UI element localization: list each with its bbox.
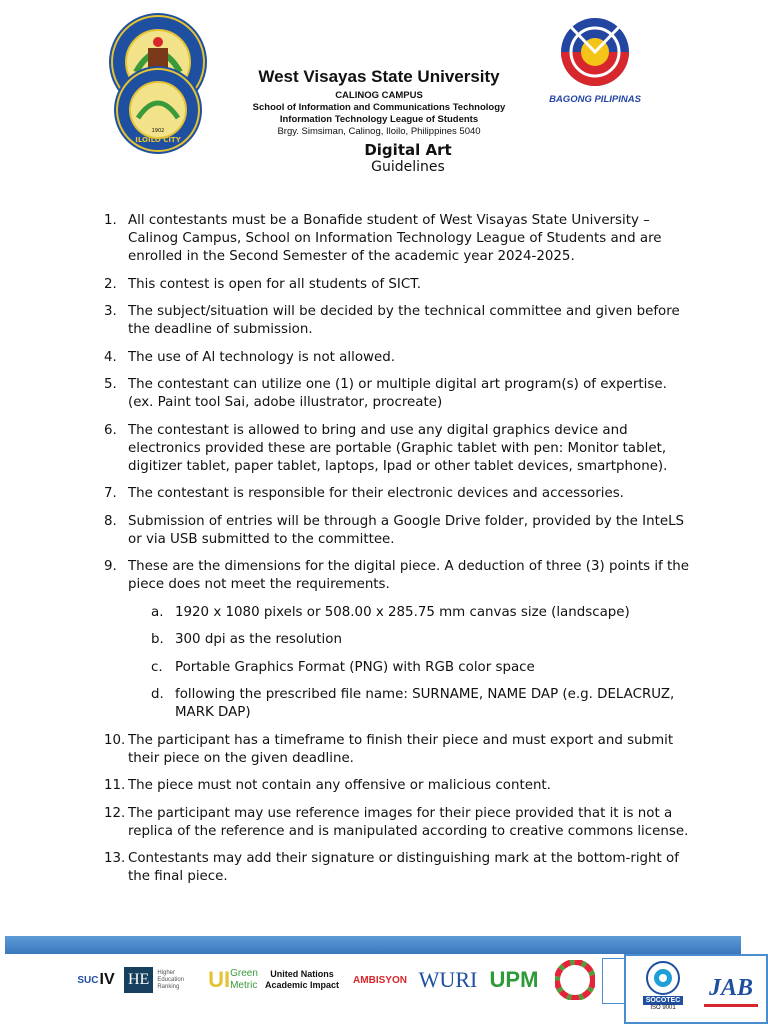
list-item: 3. The subject/situation will be decided by the technical committee and given before the deadline of submission. [104,304,680,337]
ambisyon-logo: AMBISYON [353,974,407,986]
list-item: 12. The participant may use reference images for their piece provided that it is not a replica of the reference and is manipulated according to creative commons license. [104,805,689,839]
sdg-wheel-logo [552,958,598,1002]
suc-level-logo: SUC IV [77,971,115,988]
university-name: West Visayas State University [258,67,500,86]
ui-greenmetric-logo: UI Green Metric [208,967,258,992]
wuri-logo: WURI [418,967,478,992]
certification-box [624,954,768,1024]
campus-name: CALINOG CAMPUS [335,90,423,101]
socotec-seal-icon [645,960,681,996]
he-ranking-logo: HE Higher Education Ranking [124,958,206,1002]
list-item: 13. Contestants may add their signature or distinguishing mark at the bottom-right of the final piece. [104,851,679,884]
jab-logo: JAB [698,962,764,1020]
sub-list-item: b. 300 dpi as the resolution [151,632,342,647]
list-item: 10. The participant has a timeframe to finish their piece and must export and submit their piece on the given deadline. [104,732,674,766]
list-item: 8. Submission of entries will be through a Google Drive folder, provided by the InteLS or via USB submitted to the committee. [104,513,685,547]
list-item: 1. All contestants must be a Bonafide student of West Visayas State University – Calinog Campus, School on Information Technology League of Students and are enrolled in the Second Semester of the academic year 2024-2025. [104,213,662,264]
sub-list-item: c. Portable Graphics Format (PNG) with RGB color space [151,659,535,675]
list-item: 5. The contestant can utilize one (1) or multiple digital art program(s) of expertise. (ex. Paint tool Sai, adobe illustrator, procreate) [104,377,667,410]
accreditation-logos [70,958,630,1002]
svg-text:ILOILO CITY: ILOILO CITY [135,136,181,144]
document-title: Digital Art [364,141,452,159]
svg-text:BAGONG PILIPINAS: BAGONG PILIPINAS [549,94,641,105]
list-item: 2. This contest is open for all students of SICT. [104,276,422,292]
list-item: 9. These are the dimensions for the digital piece. A deduction of three (3) points if the piece does not meet the requirements. [104,559,689,592]
socotec-logo: SOCOTEC ISO 9001 [634,960,692,1020]
letterhead [214,66,544,138]
upm-logo: UPM [489,967,539,992]
list-item: 4. The use of Al technology is not allowed. [104,349,395,365]
un-academic-impact-logo: United Nations Academic Impact [264,969,340,990]
school-name: School of Information and Communications Technology [252,102,506,113]
list-item: 11. The piece must not contain any offensive or malicious content. [104,778,551,793]
bagong-pilipinas-logo [540,12,650,108]
footer-bar [5,936,741,954]
svg-text:1902: 1902 [151,128,165,134]
league-name: Information Technology League of Students [279,114,479,125]
guidelines-list [104,212,694,896]
list-item: 6. The contestant is allowed to bring and use any digital graphics device and electronics provided these are portable (Graphic tablet with pen: Monitor tablet, digitizer tablet, paper tablet, laptops, Ipad or other tablet devices, smartphone). [104,422,668,474]
address: Brgy. Simsiman, Calinog, Iloilo, Philippines 5040 [277,126,481,137]
sub-list-item: d. following the prescribed file name: SURNAME, NAME DAP (e.g. DELACRUZ, MARK DAP) [151,687,675,720]
sdg-wheel-icon [555,960,595,1000]
document-subtitle: Guidelines [371,159,445,175]
sub-list-item: a. 1920 x 1080 pixels or 508.00 x 285.75 mm canvas size (landscape) [151,604,630,620]
list-item: 7. The contestant is responsible for their electronic devices and accessories. [104,486,624,501]
university-seal-logo [106,12,210,156]
